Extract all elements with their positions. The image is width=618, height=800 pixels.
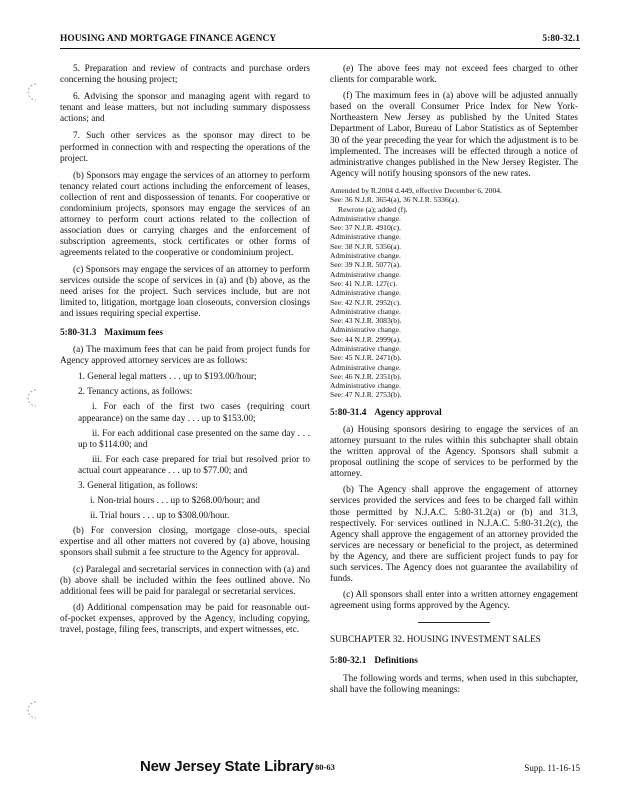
history-line: See: 42 N.J.R. 2952(c). bbox=[330, 297, 402, 307]
paragraph: (b) For conversion closing, mortgage close-outs, special expertise and all other matters not covered by (a) above, housing sponsors shall submit a fee structure to the Agency for approval. bbox=[60, 526, 310, 559]
history-line: See: 45 N.J.R. 2471(b). bbox=[330, 353, 402, 363]
history-line: See: 46 N.J.R. 2351(b). bbox=[330, 371, 402, 381]
list-item: 1. General legal matters . . . up to $193.00/hour; bbox=[78, 372, 257, 383]
history-line: Administrative change. bbox=[330, 306, 401, 316]
history-line: Administrative change. bbox=[330, 325, 401, 335]
left-column bbox=[60, 64, 310, 641]
binder-hole-mark bbox=[24, 700, 40, 720]
section-number: 5:80-31.4 bbox=[330, 407, 367, 418]
history-line: See: 41 N.J.R. 127(c). bbox=[330, 278, 398, 288]
section-divider bbox=[418, 622, 490, 623]
binder-hole-mark bbox=[24, 82, 40, 102]
running-header bbox=[60, 34, 580, 49]
paragraph: The following words and terms, when used in this subchapter, shall have the following meanings: bbox=[330, 673, 578, 695]
section-title: Agency approval bbox=[374, 407, 442, 418]
list-item: 7. Such other services as the sponsor may direct to be performed in connection with and respecting the operations of the project. bbox=[60, 131, 310, 164]
paragraph: (d) Additional compensation may be paid for reasonable out-of-pocket expenses, approved by the Agency, including copying, travel, postage, filing fees, transcripts, and expert witnesses, etc. bbox=[60, 602, 310, 636]
history-line: Administrative change. bbox=[330, 269, 401, 279]
history-line: Administrative change. bbox=[330, 288, 401, 298]
paragraph: (c) Paralegal and secretarial services in connection with (a) and (b) above shall be included within the fees outlined above. No additional fees will be paid for paralegal or secretarial services. bbox=[60, 564, 310, 597]
history-line: Administrative change. bbox=[330, 362, 401, 372]
section-title: Definitions bbox=[374, 656, 418, 667]
history-line: Administrative change. bbox=[330, 232, 401, 242]
supplement-date: Supp. 11-16-15 bbox=[524, 763, 580, 773]
paragraph: (a) Housing sponsors desiring to engage the services of an attorney pursuant to the rules within this subchapter shall obtain the written approval of the Agency. Sponsors shall submit a proposal outlining the scope of services to be performed by the attorney. bbox=[330, 424, 578, 480]
history-line: See: 37 N.J.R. 4910(c). bbox=[330, 223, 402, 233]
paragraph: (a) The maximum fees that can be paid from project funds for Agency approved attorney services are as follows: bbox=[60, 345, 310, 367]
section-heading bbox=[60, 328, 310, 339]
page-number: 80-63 bbox=[315, 762, 335, 772]
history-line: Administrative change. bbox=[330, 213, 401, 223]
list-item: 5. Preparation and review of contracts and purchase orders concerning the housing project; bbox=[60, 64, 310, 86]
page-footer bbox=[60, 758, 580, 778]
history-line: Rewrote (a); added (f). bbox=[338, 204, 408, 214]
history-line: See: 44 N.J.R. 2999(a). bbox=[330, 334, 402, 344]
paragraph: (c) All sponsors shall enter into a written attorney engagement agreement using forms approved by the Agency. bbox=[330, 590, 578, 612]
list-item: ii. Trial hours . . . up to $308.00/hour. bbox=[90, 511, 230, 522]
history-line: Administrative change. bbox=[330, 343, 401, 353]
subchapter-heading: SUBCHAPTER 32. HOUSING INVESTMENT SALES bbox=[330, 635, 541, 646]
section-number: 5:80-31.3 bbox=[60, 327, 97, 338]
list-item: ii. For each additional case presented on the same day . . . up to $114.00; and bbox=[78, 428, 310, 450]
list-item: 2. Tenancy actions, as follows: bbox=[78, 387, 193, 398]
right-column bbox=[330, 64, 578, 701]
history-line: Administrative change. bbox=[330, 251, 401, 261]
history-line: See: 47 N.J.R. 2753(b). bbox=[330, 390, 402, 400]
history-line: See: 36 N.J.R. 3654(a), 36 N.J.R. 5336(a). bbox=[330, 195, 460, 205]
history-line: See: 39 N.J.R. 5077(a). bbox=[330, 260, 402, 270]
paragraph: (b) Sponsors may engage the services of an attorney to perform tenancy related court actions including the enforcement of leases, collection of rent and dispossession of tenants. For cooperative or condominium projects, sponsors may engage the services of an attorney to perform court actions related to the collection of association dues or carrying charges and the enforcement of subscription agreements, stock certificates or other forms of agreements related to the cooperative or condominium project. bbox=[60, 170, 310, 259]
section-heading bbox=[330, 656, 578, 667]
history-line: See: 38 N.J.R. 5356(a). bbox=[330, 241, 402, 251]
header-section-number: 5:80-32.1 bbox=[542, 34, 580, 44]
list-item: iii. For each case prepared for trial but resolved prior to actual court appearance . . . up to $77.00; and bbox=[78, 454, 310, 476]
history-line: See: 43 N.J.R. 3083(b). bbox=[330, 316, 402, 326]
list-item: 6. Advising the sponsor and managing agent with regard to tenant and lease matters, but not including summary dispossess actions; and bbox=[60, 92, 310, 125]
section-title: Maximum fees bbox=[104, 327, 164, 338]
paragraph: (b) The Agency shall approve the engagement of attorney services provided the services and fees to be charged fall within those permitted by N.J.A.C. 5:80-31.2(a) or (b) and 31.3, respectively. For services outlined in N.J.A.C. 5:80-31.2(c), the Agency shall approve the engagement of an attorney provided the services are necessary or beneficial to the project, as determined by the Agency, and there are sufficient project funds to pay for such services. The Agency does not guarantee the availability of funds. bbox=[330, 485, 578, 585]
list-item: 3. General litigation, as follows: bbox=[78, 481, 198, 491]
list-item: i. For each of the first two cases (requiring court appearance) on the same day . . . up to $153.00; bbox=[78, 402, 310, 424]
history-notes bbox=[330, 186, 578, 400]
history-line: Amended by R.2004 d.449, effective December 6, 2004. bbox=[330, 185, 502, 195]
header-agency-title: HOUSING AND MORTGAGE FINANCE AGENCY bbox=[60, 34, 277, 44]
paragraph: (f) The maximum fees in (a) above will be adjusted annually based on the overall Consumer Price Index for New York-Northeastern New Jersey as published by the United States Department of Labor, Bureau of Labor Statistics as of September 30 of the year preceding the year for which the adjustment is to be implemented. The increases will be effected through a notice of administrative changes published in the New Jersey Register. The Agency will notify housing sponsors of the new rates. bbox=[330, 91, 578, 179]
binder-hole-mark bbox=[24, 388, 40, 408]
section-heading bbox=[330, 408, 578, 419]
paragraph: (c) Sponsors may engage the services of an attorney to perform services outside the scope of services in (a) and (b) above, as the need arises for the project. Such services include, but are not limited to, litigation, mortgage loan closeouts, conversion closings and issues requiring special expertise. bbox=[60, 264, 310, 319]
library-stamp: New Jersey State Library bbox=[140, 758, 314, 775]
list-item: i. Non-trial hours . . . up to $268.00/hour; and bbox=[90, 496, 260, 507]
paragraph: (e) The above fees may not exceed fees charged to other clients for comparable work. bbox=[330, 64, 578, 86]
section-number: 5:80-32.1 bbox=[330, 656, 367, 667]
history-line: Administrative change. bbox=[330, 381, 401, 391]
